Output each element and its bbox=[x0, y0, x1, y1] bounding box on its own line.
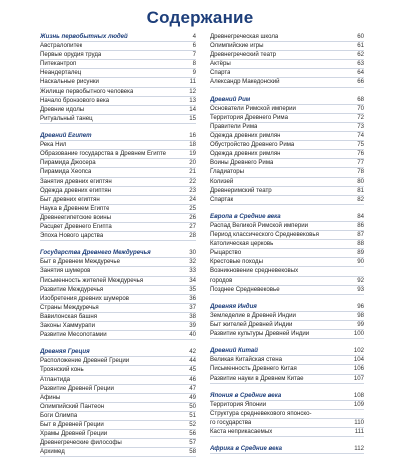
page-number: 26 bbox=[189, 213, 196, 221]
toc-entry[interactable] bbox=[210, 410, 364, 419]
entry-title: Быт жителей Древней Индии bbox=[210, 321, 293, 328]
entry-title: Гладиаторы bbox=[210, 168, 244, 176]
page-number: 40 bbox=[189, 331, 196, 339]
toc-entry[interactable] bbox=[210, 356, 364, 365]
page-title: Содержание bbox=[146, 8, 254, 27]
toc-entry[interactable] bbox=[40, 97, 196, 106]
page-number: 96 bbox=[357, 302, 364, 310]
toc-entry[interactable] bbox=[40, 331, 196, 340]
section-title: Древняя Индия bbox=[210, 302, 257, 310]
page-number: 35 bbox=[189, 285, 196, 293]
toc-entry[interactable] bbox=[40, 178, 196, 187]
toc-entry[interactable] bbox=[210, 240, 364, 249]
page-number: 93 bbox=[357, 285, 364, 293]
section-gap bbox=[210, 88, 364, 96]
entry-title: Расположение Древней Греции bbox=[40, 357, 130, 365]
page-number: 73 bbox=[357, 122, 364, 130]
entry-title: Великая Китайская стена bbox=[210, 356, 283, 364]
page-number: 64 bbox=[357, 69, 364, 77]
page-number: 106 bbox=[353, 365, 364, 373]
page-number: 4 bbox=[192, 33, 196, 40]
entry-title: Храмы Древней Греции bbox=[40, 430, 108, 438]
toc-entry[interactable] bbox=[40, 232, 196, 241]
section-gap bbox=[210, 205, 364, 213]
entry-title: Древнегреческая школа bbox=[210, 33, 279, 40]
page-number: 68 bbox=[357, 95, 364, 103]
toc-entry[interactable] bbox=[210, 428, 364, 437]
entry-title: Воины Древнего Рима bbox=[210, 159, 274, 167]
toc-entry[interactable] bbox=[40, 168, 196, 177]
section-title: Япония в Средние века bbox=[210, 391, 282, 399]
toc-entry[interactable] bbox=[210, 187, 364, 196]
entry-title: Неандерталец bbox=[40, 69, 82, 77]
toc-section-heading[interactable] bbox=[40, 33, 196, 42]
toc-entry[interactable] bbox=[40, 258, 196, 267]
section-title: Африка в Средние века bbox=[210, 445, 283, 453]
section-title: Государства Древнего Междуречья bbox=[40, 249, 151, 257]
entry-title: Древнеегипетские воины bbox=[40, 213, 112, 221]
toc-entry[interactable] bbox=[40, 366, 196, 375]
entry-title: Александр Македонский bbox=[210, 78, 280, 86]
toc-entry[interactable] bbox=[210, 258, 364, 267]
toc-entry[interactable] bbox=[40, 159, 196, 168]
entry-title: Австралопитек bbox=[40, 42, 83, 50]
entry-title: Распад Великой Римской империи bbox=[210, 221, 309, 229]
entry-title: Католическая церковь bbox=[210, 240, 274, 248]
toc-entry[interactable] bbox=[210, 277, 364, 286]
entry-title: Письменность Древнего Китая bbox=[210, 365, 297, 373]
toc-section-heading[interactable] bbox=[40, 249, 196, 258]
entry-title: Образование государства в Древнем Египте bbox=[40, 150, 167, 158]
entry-title: Древние идолы bbox=[40, 105, 85, 113]
page-number: 63 bbox=[357, 60, 364, 68]
page-number: 90 bbox=[357, 258, 364, 266]
page-number: 49 bbox=[189, 393, 196, 401]
toc-entry[interactable] bbox=[40, 106, 196, 115]
toc-entry[interactable] bbox=[40, 267, 196, 276]
page-number: 42 bbox=[189, 348, 196, 356]
page-number: 16 bbox=[189, 132, 196, 140]
toc-entry[interactable] bbox=[210, 249, 364, 258]
page-number: 13 bbox=[189, 96, 196, 104]
page-number: 32 bbox=[189, 258, 196, 266]
toc-entry[interactable] bbox=[40, 385, 196, 394]
entry-title: Спартак bbox=[210, 195, 234, 203]
page-number: 7 bbox=[192, 51, 196, 59]
entry-title: Развитие Древней Греции bbox=[40, 384, 114, 392]
toc-entry[interactable] bbox=[40, 214, 196, 223]
page-number: 82 bbox=[357, 195, 364, 203]
page-number: 75 bbox=[357, 141, 364, 149]
page-number: 22 bbox=[189, 177, 196, 185]
page-number: 38 bbox=[189, 312, 196, 320]
toc-entry[interactable] bbox=[210, 312, 364, 321]
toc-entry[interactable] bbox=[210, 141, 364, 150]
entry-title: Развитие культуры Древней Индии bbox=[210, 330, 310, 338]
entry-title: Страны Междуречья bbox=[40, 303, 99, 311]
toc-entry[interactable] bbox=[40, 78, 196, 87]
toc-entry[interactable] bbox=[40, 223, 196, 232]
entry-title: Ритуальный танец bbox=[40, 114, 93, 122]
page-number: 61 bbox=[357, 42, 364, 50]
toc-entry[interactable] bbox=[210, 150, 364, 159]
entry-title: Троянский конь bbox=[40, 366, 84, 374]
toc-section-heading[interactable] bbox=[40, 348, 196, 357]
entry-title: Быт древних египтян bbox=[40, 195, 100, 203]
entry-title: Земледелие в Древней Индии bbox=[210, 311, 296, 319]
page-number: 11 bbox=[189, 78, 196, 86]
toc-entry[interactable] bbox=[210, 78, 364, 87]
page-number: 104 bbox=[353, 356, 364, 364]
toc-entry[interactable] bbox=[40, 394, 196, 403]
toc-entry[interactable] bbox=[40, 115, 196, 124]
toc-entry[interactable] bbox=[40, 150, 196, 159]
page-number: 78 bbox=[357, 168, 364, 176]
entry-title: Законы Хаммурапи bbox=[40, 322, 95, 329]
entry-title: Пирамида Джосера bbox=[40, 159, 96, 167]
section-gap bbox=[40, 241, 196, 249]
toc-entry[interactable] bbox=[40, 322, 196, 331]
page-number: 107 bbox=[353, 374, 364, 382]
page-number: 50 bbox=[189, 402, 196, 410]
entry-title: Первые орудия труда bbox=[40, 51, 102, 59]
entry-title: Изобретения древних шумеров bbox=[40, 294, 129, 302]
entry-title: Афины bbox=[40, 393, 61, 401]
entry-title: Пирамида Хеопса bbox=[40, 168, 92, 176]
page-number: 66 bbox=[357, 78, 364, 86]
page-number: 20 bbox=[189, 159, 196, 167]
toc-column-left bbox=[40, 33, 196, 457]
toc-section-heading[interactable] bbox=[210, 213, 364, 222]
section-gap bbox=[40, 340, 196, 348]
page-number: 99 bbox=[357, 321, 364, 328]
entry-title: Древнегреческий театр bbox=[210, 51, 277, 59]
toc-entry[interactable] bbox=[210, 51, 364, 60]
section-title: Древний Рим bbox=[210, 95, 251, 103]
toc-entry[interactable] bbox=[40, 88, 196, 97]
entry-title: Наскальные рисунки bbox=[40, 78, 99, 86]
page-number: 88 bbox=[357, 240, 364, 248]
page-number: 72 bbox=[357, 113, 364, 121]
page-number: 76 bbox=[357, 150, 364, 158]
page-number: 62 bbox=[357, 51, 364, 59]
page-number: 92 bbox=[357, 276, 364, 284]
entry-title: Боги Олимпа bbox=[40, 411, 78, 419]
section-title: Древний Китай bbox=[210, 347, 259, 355]
entry-title: Рыцарство bbox=[210, 249, 242, 257]
page-number: 27 bbox=[189, 222, 196, 230]
entry-title: Территория Японии bbox=[210, 400, 267, 408]
entry-title: Одежда древних римлян bbox=[210, 132, 281, 140]
page-number: 80 bbox=[357, 177, 364, 185]
entry-title: Питекантроп bbox=[40, 60, 77, 68]
entry-title: Письменность жителей Междуречья bbox=[40, 276, 144, 284]
toc-entry[interactable] bbox=[210, 60, 364, 69]
entry-title: Древнегреческие философы bbox=[40, 439, 122, 447]
section-title: Древняя Греция bbox=[40, 348, 90, 356]
page-number: 12 bbox=[189, 87, 196, 95]
toc-entry[interactable] bbox=[210, 196, 364, 205]
toc-entry[interactable] bbox=[210, 330, 364, 339]
toc-entry[interactable] bbox=[40, 421, 196, 430]
entry-title: Позднее Средневековье bbox=[210, 285, 280, 293]
entry-title: Развитие Междуречья bbox=[40, 285, 104, 293]
entry-title: Колизей bbox=[210, 177, 234, 185]
section-gap bbox=[210, 437, 364, 445]
page-number: 77 bbox=[357, 159, 364, 167]
toc-section-heading[interactable] bbox=[210, 445, 364, 454]
toc-entry[interactable] bbox=[210, 33, 364, 42]
page-number: 37 bbox=[189, 303, 196, 311]
entry-title: Одежда древних римлян bbox=[210, 150, 281, 158]
toc-entry[interactable] bbox=[210, 401, 364, 410]
toc-section-heading[interactable] bbox=[210, 96, 364, 105]
entry-title: городов bbox=[210, 276, 233, 284]
toc-entry[interactable] bbox=[210, 132, 364, 141]
page-number: 112 bbox=[354, 445, 364, 453]
page-number: 86 bbox=[357, 221, 364, 229]
entry-title: Река Нил bbox=[40, 141, 67, 149]
toc-entry[interactable] bbox=[210, 168, 364, 177]
toc-entry[interactable] bbox=[210, 114, 364, 123]
entry-title: Период классического Средневековья bbox=[210, 231, 319, 239]
entry-title: Территория Древнего Рима bbox=[210, 113, 288, 121]
entry-title: Актёры bbox=[210, 60, 231, 68]
page-number: 36 bbox=[189, 294, 196, 302]
page-number: 44 bbox=[189, 357, 196, 365]
entry-title: Древнеримский театр bbox=[210, 186, 272, 194]
page-number: 19 bbox=[189, 150, 196, 158]
toc-section-heading[interactable] bbox=[210, 303, 364, 312]
entry-title: Эпоха Нового царства bbox=[40, 232, 104, 240]
entry-title: Жилище первобытного человека bbox=[40, 87, 134, 95]
toc-column-right bbox=[210, 33, 364, 454]
entry-title: Атлантида bbox=[40, 375, 71, 383]
page-number: 47 bbox=[189, 384, 196, 392]
page-number: 70 bbox=[357, 104, 364, 112]
page-number: 110 bbox=[354, 419, 364, 427]
entry-title: Развитие науки в Древнем Китае bbox=[210, 374, 304, 382]
toc-entry[interactable] bbox=[210, 178, 364, 187]
section-gap bbox=[210, 384, 364, 392]
page-number: 15 bbox=[189, 114, 196, 122]
toc-entry[interactable] bbox=[210, 365, 364, 374]
page-number: 9 bbox=[192, 69, 196, 77]
toc-entry[interactable] bbox=[40, 448, 196, 457]
entry-title: Наука в Древнем Египте bbox=[40, 204, 110, 212]
page-number: 87 bbox=[357, 231, 364, 239]
page-number: 25 bbox=[189, 204, 196, 212]
toc-entry[interactable] bbox=[40, 403, 196, 412]
toc-entry[interactable] bbox=[210, 419, 364, 428]
page-number: 109 bbox=[353, 400, 364, 408]
toc-entry[interactable] bbox=[40, 430, 196, 439]
page-number: 56 bbox=[189, 430, 196, 438]
section-gap bbox=[210, 339, 364, 347]
toc-entry[interactable] bbox=[210, 42, 364, 51]
entry-title: Каста неприкасаемых bbox=[210, 428, 273, 436]
entry-title: Обустройство Древнего Рима bbox=[210, 141, 295, 149]
page-number: 33 bbox=[189, 267, 196, 275]
entry-title: Возникновение средневековых bbox=[210, 267, 299, 275]
page-number: 84 bbox=[357, 212, 364, 220]
page-number: 18 bbox=[189, 141, 196, 149]
page-number: 57 bbox=[189, 439, 196, 447]
page-number: 111 bbox=[354, 428, 364, 436]
entry-title: го государства bbox=[210, 419, 252, 427]
entry-title: Архимед bbox=[40, 448, 65, 456]
entry-title: Олимпийские игры bbox=[210, 42, 264, 50]
entry-title: Одежда древних египтян bbox=[40, 186, 112, 194]
section-gap bbox=[40, 124, 196, 132]
entry-title: Быт в Древнем Междуречье bbox=[40, 258, 120, 266]
page-number: 108 bbox=[353, 391, 364, 399]
toc-entry[interactable] bbox=[210, 231, 364, 240]
toc-section-heading[interactable] bbox=[210, 392, 364, 401]
toc-entry[interactable] bbox=[40, 439, 196, 448]
page-number: 21 bbox=[189, 168, 196, 176]
toc-entry[interactable] bbox=[40, 51, 196, 60]
toc-entry[interactable] bbox=[40, 286, 196, 295]
toc-entry[interactable] bbox=[40, 187, 196, 196]
page-number: 51 bbox=[189, 411, 196, 419]
toc-entry[interactable] bbox=[210, 123, 364, 132]
toc-entry[interactable] bbox=[40, 376, 196, 385]
toc-entry[interactable] bbox=[40, 313, 196, 322]
page-number: 81 bbox=[357, 186, 364, 194]
toc-entry[interactable] bbox=[210, 69, 364, 78]
toc-entry[interactable] bbox=[40, 304, 196, 313]
page-number: 45 bbox=[189, 366, 196, 374]
toc-entry[interactable] bbox=[40, 42, 196, 51]
entry-title: Структура средневекового японско- bbox=[210, 409, 312, 417]
toc-entry[interactable] bbox=[40, 69, 196, 78]
toc-entry[interactable] bbox=[210, 105, 364, 114]
toc-entry[interactable] bbox=[40, 295, 196, 304]
toc-entry[interactable] bbox=[210, 286, 364, 295]
page-number: 8 bbox=[192, 60, 196, 68]
entry-title: Вавилонская башня bbox=[40, 312, 97, 320]
entry-title: Быт в Древней Греции bbox=[40, 421, 104, 429]
toc-entry[interactable] bbox=[210, 375, 364, 384]
entry-title: Основатели Римской империи bbox=[210, 104, 296, 112]
page-number: 89 bbox=[357, 249, 364, 257]
page-number: 39 bbox=[189, 322, 196, 329]
page-number: 74 bbox=[357, 132, 364, 140]
section-title: Древний Египет bbox=[40, 132, 92, 140]
page-number: 6 bbox=[192, 42, 196, 50]
page-number: 98 bbox=[357, 311, 364, 319]
entry-title: Занятия древних египтян bbox=[40, 177, 112, 185]
section-title: Жизнь первобытных людей bbox=[40, 33, 128, 40]
toc-entry[interactable] bbox=[40, 412, 196, 421]
toc-entry[interactable] bbox=[210, 222, 364, 231]
entry-title: Расцвет Древнего Египта bbox=[40, 222, 112, 230]
page-number: 60 bbox=[357, 33, 364, 40]
entry-title: Спарта bbox=[210, 69, 231, 77]
toc-entry[interactable] bbox=[40, 205, 196, 214]
toc-entry[interactable] bbox=[210, 267, 364, 276]
toc-entry[interactable] bbox=[40, 196, 196, 205]
page-number: 30 bbox=[189, 249, 196, 257]
page-number: 102 bbox=[353, 347, 364, 355]
page-number: 34 bbox=[189, 276, 196, 284]
page-number: 58 bbox=[189, 448, 196, 456]
entry-title: Занятия шумеров bbox=[40, 267, 91, 275]
page-number: 52 bbox=[189, 421, 196, 429]
page-number: 28 bbox=[189, 232, 196, 240]
section-title: Европа в Средние века bbox=[210, 212, 281, 220]
toc-entry[interactable] bbox=[40, 277, 196, 286]
page-number: 100 bbox=[353, 330, 364, 338]
page-number: 23 bbox=[189, 186, 196, 194]
page-number: 24 bbox=[189, 195, 196, 203]
page-number: 46 bbox=[189, 375, 196, 383]
toc-section-heading[interactable] bbox=[40, 132, 196, 141]
entry-title: Начало бронзового века bbox=[40, 96, 110, 104]
section-gap bbox=[210, 295, 364, 303]
entry-title: Правители Рима bbox=[210, 122, 258, 130]
toc-section-heading[interactable] bbox=[210, 347, 364, 356]
entry-title: Развитие Месопотамии bbox=[40, 331, 107, 339]
toc-entry[interactable] bbox=[40, 357, 196, 366]
toc-entry[interactable] bbox=[40, 141, 196, 150]
toc-entry[interactable] bbox=[210, 159, 364, 168]
toc-entry[interactable] bbox=[40, 60, 196, 69]
page-number: 14 bbox=[189, 105, 196, 113]
toc-entry[interactable] bbox=[210, 321, 364, 330]
entry-title: Олимпийский Пантеон bbox=[40, 402, 105, 410]
entry-title: Крестовые походы bbox=[210, 258, 263, 266]
